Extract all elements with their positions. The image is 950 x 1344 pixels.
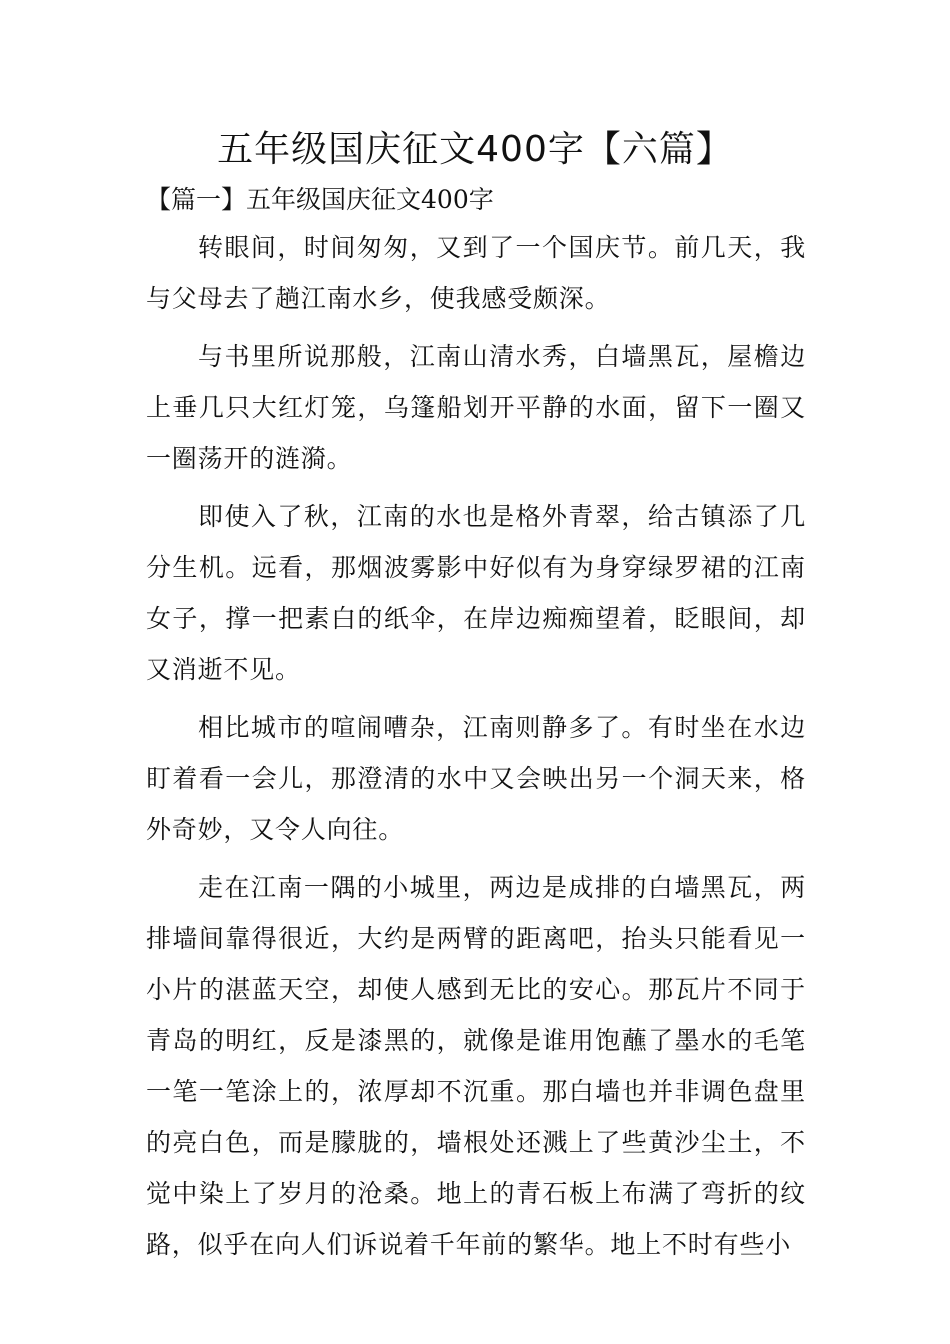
paragraph: 相比城市的喧闹嘈杂，江南则静多了。有时坐在水边盯着看一会儿，那澄清的水中又会映出另一个洞天来，格外奇妙，又令人向往。 xyxy=(146,713,806,844)
article-body xyxy=(146,222,806,1277)
paragraph: 走在江南一隅的小城里，两边是成排的白墙黑瓦，两排墙间靠得很近，大约是两臂的距离吧，抬头只能看见一小片的湛蓝天空，却使人感到无比的安心。那瓦片不同于青岛的明红，反是漆黑的，就像是谁用饱蘸了墨水的毛笔一笔一笔涂上的，浓厚却不沉重。那白墙也并非调色盘里的亮白色，而是朦胧的，墙根处还溅上了些黄沙尘土，不觉中染上了岁月的沧桑。地上的青石板上布满了弯折的纹路，似乎在向人们诉说着千年前的繁华。地上不时有些小 xyxy=(146,873,806,1259)
section-heading: 【篇一】五年级国庆征文400字 xyxy=(146,185,494,214)
paragraph: 与书里所说那般，江南山清水秀，白墙黑瓦，屋檐边上垂几只大红灯笼，乌篷船划开平静的水面，留下一圈又一圈荡开的涟漪。 xyxy=(146,342,806,473)
paragraph: 即使入了秋，江南的水也是格外青翠，给古镇添了几分生机。远看，那烟波雾影中好似有为身穿绿罗裙的江南女子，撑一把素白的纸伞，在岸边痴痴望着，眨眼间，却又消逝不见。 xyxy=(146,502,806,684)
paragraph: 转眼间，时间匆匆，又到了一个国庆节。前几天，我与父母去了趟江南水乡，使我感受颇深。 xyxy=(146,233,806,313)
document-title: 五年级国庆征文400字【六篇】 xyxy=(217,129,733,170)
